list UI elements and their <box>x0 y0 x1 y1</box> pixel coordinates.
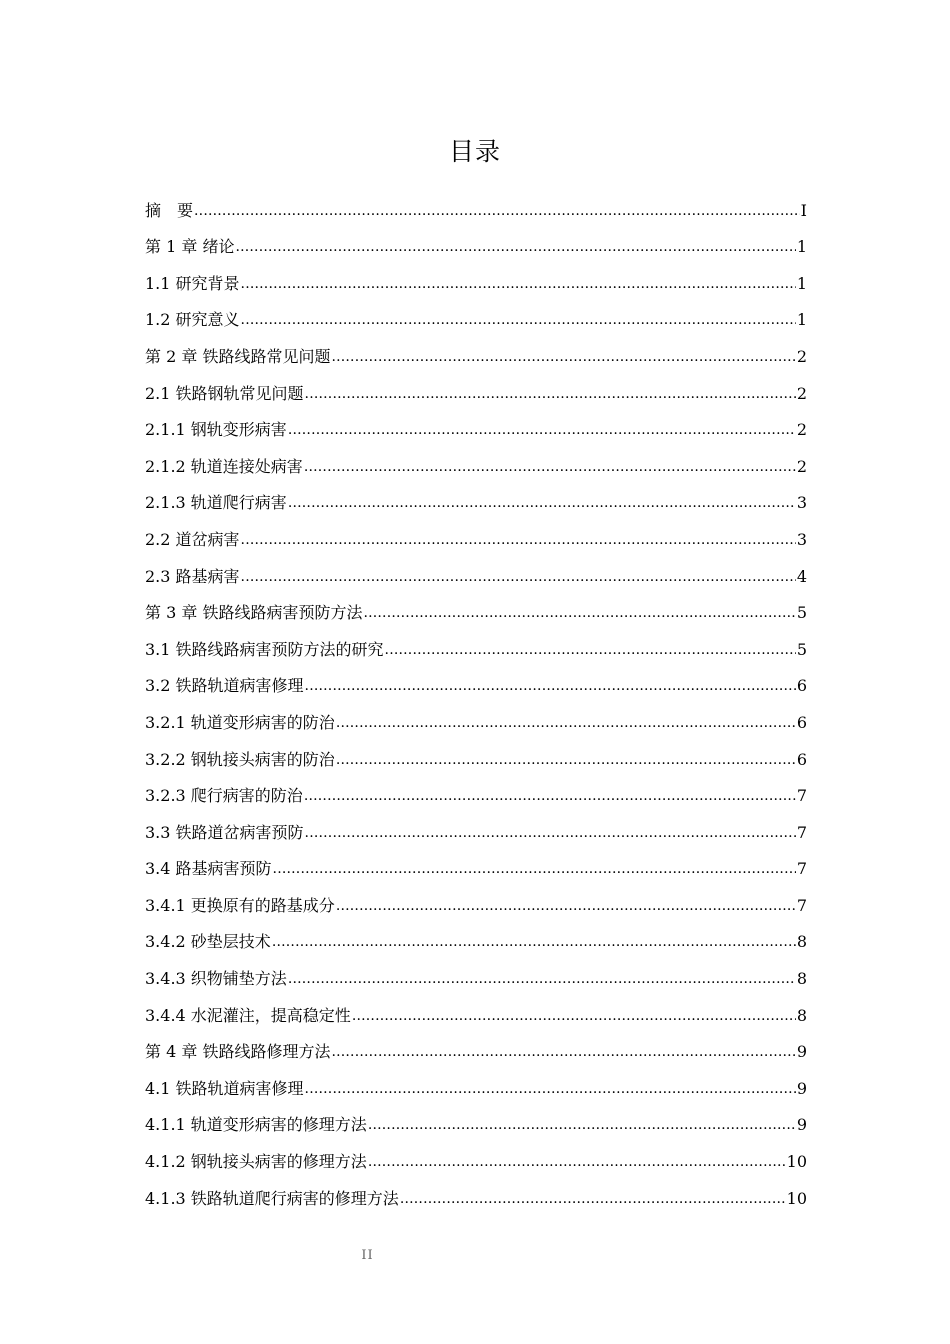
toc-entry-title: 摘 要 <box>145 200 194 220</box>
toc-entry-page: 1 <box>796 237 807 257</box>
toc-entry-title: 4.1.3 铁路轨道爬行病害的修理方法 <box>145 1188 399 1208</box>
dot-leader <box>305 823 796 843</box>
page-number-footer: II <box>361 1248 374 1263</box>
toc-entry-title: 1.2 研究意义 <box>145 310 240 330</box>
toc-entry-title: 3.1 铁路线路病害预防方法的研究 <box>145 639 384 659</box>
toc-entry-title: 第 2 章 铁路线路常见问题 <box>145 346 331 366</box>
toc-entry[interactable] <box>145 770 807 807</box>
toc-entry-title: 2.3 路基病害 <box>145 566 240 586</box>
toc-entry-page: 7 <box>796 859 807 879</box>
toc-entry[interactable] <box>145 477 807 514</box>
toc-entry-page: 2 <box>796 346 807 366</box>
dot-leader <box>305 1079 796 1099</box>
toc-entry-page: 2 <box>796 383 807 403</box>
toc-entry[interactable] <box>145 660 807 697</box>
dot-leader <box>241 567 796 587</box>
toc-entry[interactable] <box>145 916 807 953</box>
dot-leader <box>304 786 796 806</box>
dot-leader <box>352 1006 796 1026</box>
toc-entry-page: 6 <box>796 749 807 769</box>
toc-entry[interactable] <box>145 623 807 660</box>
toc-entry-title: 第 1 章 绪论 <box>145 237 235 257</box>
toc-entry[interactable] <box>145 1062 807 1099</box>
toc-entry-page: 4 <box>796 566 807 586</box>
toc-entry-title: 3.4.4 水泥灌注，提高稳定性 <box>145 1005 351 1025</box>
dot-leader <box>336 750 796 770</box>
toc-entry-title: 1.1 研究背景 <box>145 273 240 293</box>
dot-leader <box>272 932 796 952</box>
toc-entry-title: 第 3 章 铁路线路病害预防方法 <box>145 603 363 623</box>
toc-entry-page: 2 <box>796 420 807 440</box>
page-title: 目录 <box>448 137 501 166</box>
toc-entry[interactable] <box>145 330 807 367</box>
toc-entry[interactable] <box>145 989 807 1026</box>
dot-leader <box>385 640 796 660</box>
toc-entry[interactable] <box>145 550 807 587</box>
dot-leader <box>241 530 796 550</box>
toc-entry[interactable] <box>145 404 807 441</box>
toc-entry[interactable] <box>145 1099 807 1136</box>
toc-entry-title: 3.4.2 砂垫层技术 <box>145 932 271 952</box>
toc-entry-page: 8 <box>796 969 807 989</box>
toc-entry[interactable] <box>145 221 807 258</box>
toc-entry-title: 3.2 铁路轨道病害修理 <box>145 676 304 696</box>
dot-leader <box>400 1189 786 1209</box>
toc-entry[interactable] <box>145 257 807 294</box>
toc-entry[interactable] <box>145 806 807 843</box>
toc-entry-title: 4.1.1 轨道变形病害的修理方法 <box>145 1115 367 1135</box>
toc-entry-page: 2 <box>796 456 807 476</box>
toc-entry-page: 10 <box>786 1188 807 1208</box>
toc-entry[interactable] <box>145 440 807 477</box>
dot-leader <box>273 859 796 879</box>
toc-entry[interactable] <box>145 696 807 733</box>
toc-entry-page: 6 <box>796 676 807 696</box>
toc-entry-title: 3.3 铁路道岔病害预防 <box>145 822 304 842</box>
toc-entry-page: 3 <box>796 529 807 549</box>
toc-entry-title: 3.4 路基病害预防 <box>145 859 272 879</box>
toc-entry[interactable] <box>145 879 807 916</box>
dot-leader <box>363 603 795 623</box>
toc-entry-page: I <box>800 200 807 220</box>
dot-leader <box>305 384 796 404</box>
toc-entry[interactable] <box>145 587 807 624</box>
dot-leader <box>288 969 796 989</box>
dot-leader <box>194 201 800 221</box>
toc-entry-page: 9 <box>796 1115 807 1135</box>
dot-leader <box>331 1042 795 1062</box>
dot-leader <box>288 420 796 440</box>
toc-entry-page: 1 <box>796 273 807 293</box>
toc-entry-page: 7 <box>796 895 807 915</box>
table-of-contents <box>145 184 807 1209</box>
toc-entry[interactable] <box>145 843 807 880</box>
toc-entry-page: 7 <box>796 822 807 842</box>
toc-entry-title: 2.2 道岔病害 <box>145 529 240 549</box>
toc-entry-title: 2.1 铁路钢轨常见问题 <box>145 383 304 403</box>
dot-leader <box>305 676 796 696</box>
toc-entry-page: 5 <box>796 639 807 659</box>
dot-leader <box>368 1152 786 1172</box>
toc-entry-page: 10 <box>786 1152 807 1172</box>
toc-entry-page: 3 <box>796 493 807 513</box>
toc-entry[interactable] <box>145 1135 807 1172</box>
toc-entry-title: 3.4.1 更换原有的路基成分 <box>145 895 335 915</box>
toc-entry-page: 1 <box>796 310 807 330</box>
toc-entry[interactable] <box>145 952 807 989</box>
dot-leader <box>336 896 796 916</box>
toc-entry-page: 8 <box>796 1005 807 1025</box>
toc-entry-page: 7 <box>796 786 807 806</box>
toc-entry-page: 6 <box>796 712 807 732</box>
toc-entry-title: 3.2.1 轨道变形病害的防治 <box>145 712 335 732</box>
dot-leader <box>368 1115 796 1135</box>
toc-entry[interactable] <box>145 1026 807 1063</box>
toc-entry-page: 9 <box>796 1042 807 1062</box>
toc-entry-page: 5 <box>796 603 807 623</box>
toc-entry-title: 4.1.2 钢轨接头病害的修理方法 <box>145 1152 367 1172</box>
toc-entry-title: 3.4.3 织物铺垫方法 <box>145 969 287 989</box>
toc-entry-title: 2.1.1 钢轨变形病害 <box>145 420 287 440</box>
dot-leader <box>288 493 796 513</box>
toc-entry-page: 9 <box>796 1078 807 1098</box>
toc-entry-title: 3.2.3 爬行病害的防治 <box>145 786 303 806</box>
toc-entry[interactable] <box>145 184 807 221</box>
dot-leader <box>235 237 795 257</box>
dot-leader <box>241 310 796 330</box>
dot-leader <box>304 457 796 477</box>
toc-entry-title: 第 4 章 铁路线路修理方法 <box>145 1042 331 1062</box>
dot-leader <box>331 347 795 367</box>
toc-entry[interactable] <box>145 513 807 550</box>
toc-entry[interactable] <box>145 294 807 331</box>
toc-entry-title: 4.1 铁路轨道病害修理 <box>145 1078 304 1098</box>
dot-leader <box>336 713 796 733</box>
toc-entry[interactable] <box>145 367 807 404</box>
toc-entry-page: 8 <box>796 932 807 952</box>
toc-entry-title: 2.1.2 轨道连接处病害 <box>145 456 303 476</box>
dot-leader <box>241 274 796 294</box>
toc-entry-title: 3.2.2 钢轨接头病害的防治 <box>145 749 335 769</box>
toc-entry-title: 2.1.3 轨道爬行病害 <box>145 493 287 513</box>
toc-entry[interactable] <box>145 1172 807 1209</box>
toc-entry[interactable] <box>145 733 807 770</box>
